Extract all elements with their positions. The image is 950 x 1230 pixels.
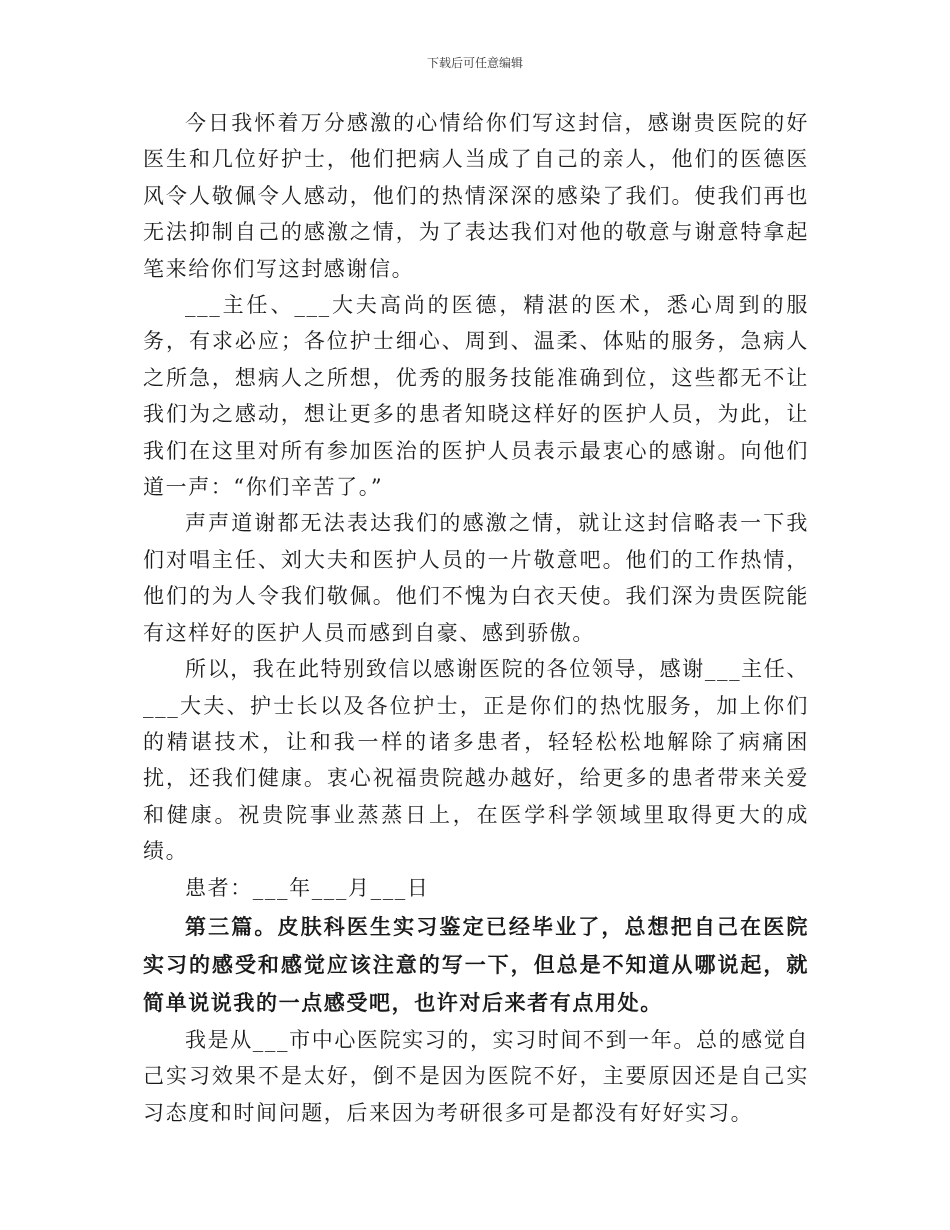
paragraph-3: 声声道谢都无法表达我们的感激之情，就让这封信略表一下我们对唱主任、刘大夫和医护人员的一片敬意吧。他们的工作热情，他们的为人令我们敬佩。他们不愧为白衣天使。我们深为贵医院能有这样好的医护人员而感到自豪、感到骄傲。 — [143, 511, 809, 645]
signature-line: 患者：___年___月___日 — [185, 875, 430, 900]
section-heading: 第三篇。皮肤科医生实习鉴定已经毕业了，总想把自己在医院实习的感受和感觉应该注意的写一下，但总是不知道从哪说起，就简单说说我的一点感受吧，也许对后来者有点用处。 — [143, 913, 809, 1015]
paragraph-2: ___主任、___大夫高尚的医德，精湛的医术，悉心周到的服务，有求必应；各位护士细心、周到、温柔、体贴的服务，急病人之所急，想病人之所想，优秀的服务技能准确到位，这些都无不让我们为之感动，想让更多的患者知晓这样好的医护人员，为此，让我们在这里对所有参加医治的医护人员表示最衷心的感谢。向他们道一声：“你们辛苦了。” — [143, 293, 809, 500]
page-header: 下载后可任意编辑 — [426, 56, 523, 70]
document-body — [143, 105, 809, 1131]
paragraph-4: 所以，我在此特别致信以感谢医院的各位领导，感谢___主任、___大夫、护士长以及各位护士，正是你们的热忱服务，加上你们的精谌技术，让和我一样的诸多患者，轻轻松松地解除了病痛困扰，还我们健康。衷心祝福贵院越办越好，给更多的患者带来关爱和健康。祝贵院事业蒸蒸日上，在医学科学领域里取得更大的成绩。 — [143, 657, 809, 864]
paragraph-5: 我是从___市中心医院实习的，实习时间不到一年。总的感觉自己实习效果不是太好，倒不是因为医院不好，主要原因还是自己实习态度和时间问题，后来因为考研很多可是都没有好好实习。 — [143, 1027, 809, 1125]
paragraph-1: 今日我怀着万分感激的心情给你们写这封信，感谢贵医院的好医生和几位好护士，他们把病人当成了自己的亲人，他们的医德医风令人敬佩令人感动，他们的热情深深的感染了我们。使我们再也无法抑制自己的感激之情，为了表达我们对他的敬意与谢意特拿起笔来给你们写这封感谢信。 — [143, 111, 809, 281]
